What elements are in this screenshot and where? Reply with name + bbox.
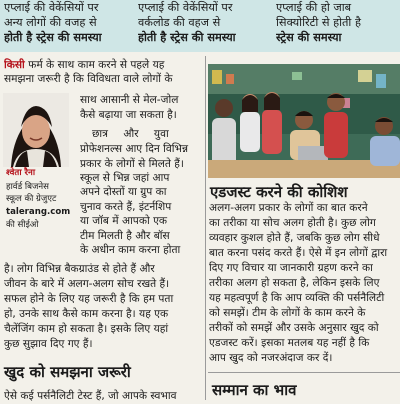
body-line: जीवन के बारे में अलग-अलग सोच रखते हैं। [4,278,170,290]
body-line: साथ आसानी से मेल-जोल [80,94,179,106]
body-line: को समझें। टीम के लोगों के काम करने के [209,307,366,319]
top-strip-column-2 [134,0,266,52]
top-strip-column-1 [0,0,128,52]
body-line: चुनाव करते हैं, इंटर्नशिप [80,201,172,213]
author-website: talerang.com [6,207,71,217]
body-line: या जॉब में आपको एक [80,215,168,227]
top-strip-column-3 [272,0,400,52]
author-photo [3,93,69,167]
team-photo [208,64,400,178]
intro-lead-word: किसी [4,59,25,71]
author-title-line: हार्वर्ड बिजनेस [6,182,49,192]
section-heading-self-understanding: खुद को समझना जरूरी [4,363,131,381]
top-strip-line: वर्कलोड की वहज से [138,16,221,29]
body-line: स्कूल से भिन्न जहां आप [80,172,170,184]
body-line: प्रकार के लोगों से मिलते हैं। [80,158,184,170]
body-line: एडजस्ट करें। इसका मतलब यह नहीं है कि [209,337,370,349]
body-line: तरीका अलग हो सकता है, लेकिन इसके लिए [209,277,380,289]
body-line: का तरीका या सोच अलग होती है। कुछ लोग [209,217,376,229]
intro-first-line-rest: फर्म के साथ काम करने से पहले यह [24,59,165,71]
body-line: बात करना पसंद करते हैं। ऐसे में इन लोगों द्वारा [209,247,388,259]
body-line: हो, उनके साथ कैसे काम करना है। यह एक [4,308,169,320]
body-line: कैसे बढ़ाया जा सकता है। [80,109,177,121]
top-strip-line: एप्लाई की वेकेंसियों पर [4,1,99,14]
top-strip-line: एप्लाई की वेकेंसियों पर [138,1,233,14]
intro-first-line [4,58,202,73]
body-line: चैलेंजिंग काम हो सकता है। इसके लिए यहां [4,323,169,335]
body-line: तरीकों को समझें और उसके अनुसार खुद को [209,322,379,334]
section-divider [208,372,400,373]
top-strip-line: होती है स्ट्रेस की समस्या [4,31,102,44]
body-line: है। लोग विभिन्न बैकग्राउंड से होते हैं और [4,263,155,275]
column-divider [205,56,206,400]
body-line: दिए गए विचार या जानकारी ग्रहण करने का [209,262,373,274]
author-role: की सीईओ [6,220,39,230]
section-heading-adjust: एडजस्ट करने की कोशिश [210,183,348,201]
body-line: व्यवहार कुशल होते हैं, जबकि कुछ लोग सीधे [209,232,380,244]
body-line: सफल होने के लिए यह जरूरी है कि हम पता [4,293,174,305]
author-title-line: स्कूल की ग्रेजुएट [6,194,57,204]
body-line: अलग-अलग प्रकार के लोगों का बात करने [209,202,368,214]
section-heading-respect: सम्मान का भाव [212,381,297,399]
body-line: प्रोफेशनल्स आए दिन विभिन्न [80,143,188,155]
top-strip-line: अन्य लोगों की वजह से [4,16,97,29]
body-line: अपने दोस्तों या ग्रुप का [80,186,167,198]
body-line: के अधीन काम करना होता [80,244,181,256]
body-line-partial: ऐसे कई पर्सनैलिटी टेस्ट हैं, जो आपके स्वभाव [4,390,177,402]
body-line: टीम मिलती है और बॉस [80,230,170,242]
body-line: आप खुद को नजरअंदाज कर दें। [209,352,333,364]
body-line: छात्र और युवा [92,128,169,140]
author-name: श्वेता रैना [6,168,36,178]
top-strip-line: स्ट्रेस की समस्या [276,31,342,44]
top-strip-line: होती है स्ट्रेस की समस्या [138,31,236,44]
body-line: कुछ सुझाव दिए गए हैं। [4,338,93,350]
top-strip-line: एप्लाई की हो जाब [276,1,352,14]
top-strip-line: सिक्योरिटी से होती है [276,16,361,29]
body-line: यह महत्वपूर्ण है कि आप व्यक्ति की पर्सनैलिटी [209,292,385,304]
body-line: समझना जरूरी है कि विविधता वाले लोगों के [4,73,173,85]
